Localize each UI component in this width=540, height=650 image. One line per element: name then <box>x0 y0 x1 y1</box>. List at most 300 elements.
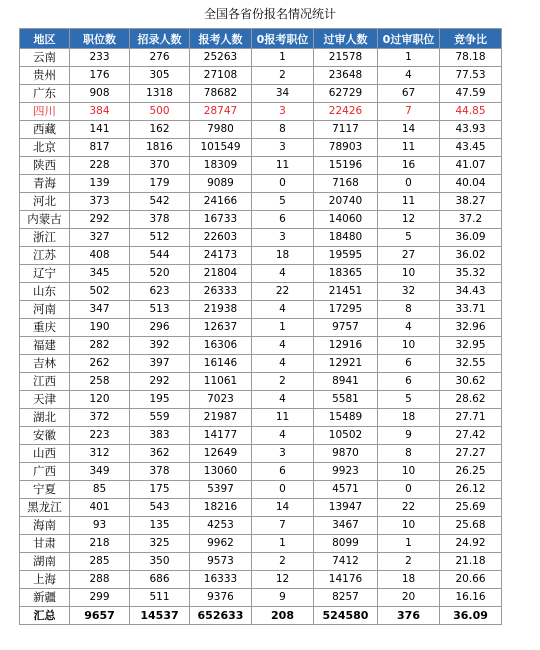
cell-competition-ratio: 44.85 <box>440 103 502 121</box>
cell-region: 山西 <box>20 445 70 463</box>
cell-region: 上海 <box>20 571 70 589</box>
cell-applicants: 14177 <box>190 427 252 445</box>
cell-zero-approved-positions: 0 <box>378 481 440 499</box>
cell-positions: 218 <box>70 535 130 553</box>
cell-zero-applicant-positions: 18 <box>252 247 314 265</box>
cell-positions: 347 <box>70 301 130 319</box>
cell-region: 四川 <box>20 103 70 121</box>
cell-zero-applicant-positions: 2 <box>252 67 314 85</box>
cell-approved: 9923 <box>314 463 378 481</box>
cell-approved: 7412 <box>314 553 378 571</box>
cell-region: 重庆 <box>20 319 70 337</box>
cell-competition-ratio: 32.96 <box>440 319 502 337</box>
cell-region: 湖南 <box>20 553 70 571</box>
cell-recruits: 305 <box>130 67 190 85</box>
cell-zero-applicant-positions: 2 <box>252 553 314 571</box>
cell-applicants: 7980 <box>190 121 252 139</box>
cell-zero-applicant-positions: 3 <box>252 229 314 247</box>
cell-positions: 139 <box>70 175 130 193</box>
cell-approved: 10502 <box>314 427 378 445</box>
cell-positions: 233 <box>70 49 130 67</box>
cell-region: 辽宁 <box>20 265 70 283</box>
cell-applicants: 27108 <box>190 67 252 85</box>
cell-region: 内蒙古 <box>20 211 70 229</box>
table-row <box>20 445 502 463</box>
cell-applicants: 21804 <box>190 265 252 283</box>
cell-zero-approved-positions: 14 <box>378 121 440 139</box>
cell-positions: 120 <box>70 391 130 409</box>
table-row <box>20 409 502 427</box>
cell-region: 宁夏 <box>20 481 70 499</box>
cell-zero-approved-positions: 1 <box>378 49 440 67</box>
cell-recruits: 179 <box>130 175 190 193</box>
cell-positions: 9657 <box>70 607 130 625</box>
table-row <box>20 157 502 175</box>
cell-positions: 176 <box>70 67 130 85</box>
table-row <box>20 319 502 337</box>
cell-zero-approved-positions: 32 <box>378 283 440 301</box>
cell-zero-applicant-positions: 5 <box>252 193 314 211</box>
cell-zero-approved-positions: 376 <box>378 607 440 625</box>
table-row <box>20 589 502 607</box>
cell-positions: 401 <box>70 499 130 517</box>
cell-zero-approved-positions: 11 <box>378 193 440 211</box>
cell-recruits: 162 <box>130 121 190 139</box>
cell-applicants: 5397 <box>190 481 252 499</box>
cell-zero-applicant-positions: 4 <box>252 391 314 409</box>
col-header-applicants: 报考人数 <box>190 29 252 49</box>
cell-competition-ratio: 36.09 <box>440 229 502 247</box>
cell-applicants: 24166 <box>190 193 252 211</box>
cell-zero-approved-positions: 67 <box>378 85 440 103</box>
cell-recruits: 350 <box>130 553 190 571</box>
cell-approved: 15489 <box>314 409 378 427</box>
cell-approved: 7117 <box>314 121 378 139</box>
cell-approved: 5581 <box>314 391 378 409</box>
cell-region: 青海 <box>20 175 70 193</box>
cell-recruits: 623 <box>130 283 190 301</box>
cell-zero-approved-positions: 9 <box>378 427 440 445</box>
cell-recruits: 1816 <box>130 139 190 157</box>
cell-recruits: 500 <box>130 103 190 121</box>
table-row <box>20 535 502 553</box>
cell-competition-ratio: 38.27 <box>440 193 502 211</box>
cell-positions: 312 <box>70 445 130 463</box>
cell-applicants: 16733 <box>190 211 252 229</box>
cell-recruits: 378 <box>130 211 190 229</box>
cell-competition-ratio: 25.68 <box>440 517 502 535</box>
cell-positions: 817 <box>70 139 130 157</box>
cell-zero-applicant-positions: 11 <box>252 157 314 175</box>
cell-region: 西藏 <box>20 121 70 139</box>
cell-zero-applicant-positions: 8 <box>252 121 314 139</box>
cell-region: 福建 <box>20 337 70 355</box>
cell-approved: 7168 <box>314 175 378 193</box>
cell-applicants: 12637 <box>190 319 252 337</box>
cell-approved: 78903 <box>314 139 378 157</box>
cell-recruits: 378 <box>130 463 190 481</box>
cell-competition-ratio: 32.95 <box>440 337 502 355</box>
cell-zero-approved-positions: 18 <box>378 571 440 589</box>
cell-region: 湖北 <box>20 409 70 427</box>
table-row <box>20 103 502 121</box>
col-header-region: 地区 <box>20 29 70 49</box>
cell-positions: 288 <box>70 571 130 589</box>
cell-zero-applicant-positions: 2 <box>252 373 314 391</box>
cell-zero-approved-positions: 10 <box>378 463 440 481</box>
cell-applicants: 25263 <box>190 49 252 67</box>
cell-approved: 12916 <box>314 337 378 355</box>
cell-recruits: 397 <box>130 355 190 373</box>
cell-zero-applicant-positions: 4 <box>252 427 314 445</box>
cell-recruits: 175 <box>130 481 190 499</box>
table-row <box>20 121 502 139</box>
cell-positions: 292 <box>70 211 130 229</box>
cell-positions: 372 <box>70 409 130 427</box>
cell-approved: 4571 <box>314 481 378 499</box>
table-row <box>20 139 502 157</box>
cell-competition-ratio: 43.93 <box>440 121 502 139</box>
cell-competition-ratio: 27.27 <box>440 445 502 463</box>
cell-competition-ratio: 33.71 <box>440 301 502 319</box>
cell-region: 新疆 <box>20 589 70 607</box>
cell-approved: 9757 <box>314 319 378 337</box>
table-row <box>20 193 502 211</box>
cell-competition-ratio: 78.18 <box>440 49 502 67</box>
cell-recruits: 544 <box>130 247 190 265</box>
cell-recruits: 513 <box>130 301 190 319</box>
cell-zero-applicant-positions: 208 <box>252 607 314 625</box>
cell-competition-ratio: 34.43 <box>440 283 502 301</box>
cell-recruits: 392 <box>130 337 190 355</box>
cell-approved: 21451 <box>314 283 378 301</box>
table-row <box>20 247 502 265</box>
cell-zero-applicant-positions: 4 <box>252 301 314 319</box>
col-header-approved: 过审人数 <box>314 29 378 49</box>
cell-zero-approved-positions: 10 <box>378 265 440 283</box>
cell-zero-applicant-positions: 0 <box>252 175 314 193</box>
cell-applicants: 9376 <box>190 589 252 607</box>
cell-zero-approved-positions: 16 <box>378 157 440 175</box>
cell-approved: 20740 <box>314 193 378 211</box>
cell-recruits: 276 <box>130 49 190 67</box>
table-row <box>20 391 502 409</box>
cell-zero-approved-positions: 1 <box>378 535 440 553</box>
cell-recruits: 325 <box>130 535 190 553</box>
cell-region: 安徽 <box>20 427 70 445</box>
cell-recruits: 296 <box>130 319 190 337</box>
cell-competition-ratio: 40.04 <box>440 175 502 193</box>
cell-competition-ratio: 37.2 <box>440 211 502 229</box>
table-row <box>20 49 502 67</box>
cell-zero-applicant-positions: 22 <box>252 283 314 301</box>
cell-zero-applicant-positions: 3 <box>252 445 314 463</box>
cell-approved: 19595 <box>314 247 378 265</box>
table-row <box>20 427 502 445</box>
cell-region: 汇总 <box>20 607 70 625</box>
cell-competition-ratio: 16.16 <box>440 589 502 607</box>
cell-region: 山东 <box>20 283 70 301</box>
cell-positions: 908 <box>70 85 130 103</box>
cell-competition-ratio: 47.59 <box>440 85 502 103</box>
table-row <box>20 373 502 391</box>
cell-zero-applicant-positions: 9 <box>252 589 314 607</box>
cell-approved: 14060 <box>314 211 378 229</box>
cell-zero-applicant-positions: 1 <box>252 319 314 337</box>
cell-applicants: 21938 <box>190 301 252 319</box>
cell-competition-ratio: 26.25 <box>440 463 502 481</box>
cell-zero-applicant-positions: 7 <box>252 517 314 535</box>
table-row <box>20 463 502 481</box>
cell-zero-approved-positions: 11 <box>378 139 440 157</box>
cell-applicants: 26333 <box>190 283 252 301</box>
col-header-competition-ratio: 竞争比 <box>440 29 502 49</box>
cell-zero-approved-positions: 10 <box>378 517 440 535</box>
cell-applicants: 21987 <box>190 409 252 427</box>
cell-positions: 384 <box>70 103 130 121</box>
cell-applicants: 22603 <box>190 229 252 247</box>
cell-applicants: 12649 <box>190 445 252 463</box>
cell-zero-applicant-positions: 4 <box>252 337 314 355</box>
table-row <box>20 517 502 535</box>
cell-positions: 327 <box>70 229 130 247</box>
cell-approved: 22426 <box>314 103 378 121</box>
table-row <box>20 175 502 193</box>
col-header-zero-applicant-positions: 0报考职位 <box>252 29 314 49</box>
cell-zero-applicant-positions: 0 <box>252 481 314 499</box>
cell-zero-approved-positions: 22 <box>378 499 440 517</box>
cell-positions: 190 <box>70 319 130 337</box>
cell-recruits: 542 <box>130 193 190 211</box>
cell-applicants: 13060 <box>190 463 252 481</box>
cell-approved: 15196 <box>314 157 378 175</box>
cell-applicants: 4253 <box>190 517 252 535</box>
cell-zero-applicant-positions: 11 <box>252 409 314 427</box>
cell-competition-ratio: 25.69 <box>440 499 502 517</box>
cell-zero-approved-positions: 6 <box>378 373 440 391</box>
table-header-row <box>20 29 502 49</box>
cell-zero-applicant-positions: 3 <box>252 139 314 157</box>
cell-positions: 85 <box>70 481 130 499</box>
cell-recruits: 686 <box>130 571 190 589</box>
cell-applicants: 78682 <box>190 85 252 103</box>
table-row <box>20 481 502 499</box>
cell-applicants: 652633 <box>190 607 252 625</box>
cell-zero-applicant-positions: 4 <box>252 355 314 373</box>
cell-region: 北京 <box>20 139 70 157</box>
cell-zero-approved-positions: 4 <box>378 319 440 337</box>
cell-approved: 62729 <box>314 85 378 103</box>
cell-applicants: 11061 <box>190 373 252 391</box>
cell-applicants: 24173 <box>190 247 252 265</box>
cell-applicants: 16306 <box>190 337 252 355</box>
cell-approved: 23648 <box>314 67 378 85</box>
cell-region: 浙江 <box>20 229 70 247</box>
cell-region: 河北 <box>20 193 70 211</box>
table-row <box>20 499 502 517</box>
cell-recruits: 292 <box>130 373 190 391</box>
cell-competition-ratio: 27.71 <box>440 409 502 427</box>
cell-approved: 12921 <box>314 355 378 373</box>
cell-zero-applicant-positions: 4 <box>252 265 314 283</box>
cell-competition-ratio: 28.62 <box>440 391 502 409</box>
cell-approved: 3467 <box>314 517 378 535</box>
cell-competition-ratio: 77.53 <box>440 67 502 85</box>
cell-positions: 408 <box>70 247 130 265</box>
cell-applicants: 16146 <box>190 355 252 373</box>
cell-zero-approved-positions: 8 <box>378 301 440 319</box>
cell-recruits: 195 <box>130 391 190 409</box>
table-row <box>20 229 502 247</box>
cell-region: 天津 <box>20 391 70 409</box>
table-row <box>20 85 502 103</box>
cell-recruits: 520 <box>130 265 190 283</box>
cell-zero-approved-positions: 27 <box>378 247 440 265</box>
cell-recruits: 14537 <box>130 607 190 625</box>
cell-zero-approved-positions: 18 <box>378 409 440 427</box>
cell-approved: 8941 <box>314 373 378 391</box>
table-row <box>20 337 502 355</box>
cell-recruits: 383 <box>130 427 190 445</box>
cell-positions: 373 <box>70 193 130 211</box>
col-header-zero-approved-positions: 0过审职位 <box>378 29 440 49</box>
cell-positions: 349 <box>70 463 130 481</box>
cell-zero-approved-positions: 5 <box>378 391 440 409</box>
cell-zero-approved-positions: 7 <box>378 103 440 121</box>
cell-zero-applicant-positions: 6 <box>252 463 314 481</box>
cell-approved: 18365 <box>314 265 378 283</box>
cell-approved: 17295 <box>314 301 378 319</box>
cell-positions: 502 <box>70 283 130 301</box>
cell-applicants: 16333 <box>190 571 252 589</box>
cell-positions: 285 <box>70 553 130 571</box>
cell-region: 云南 <box>20 49 70 67</box>
table-row <box>20 571 502 589</box>
cell-region: 黑龙江 <box>20 499 70 517</box>
cell-zero-applicant-positions: 34 <box>252 85 314 103</box>
cell-positions: 223 <box>70 427 130 445</box>
table-row <box>20 265 502 283</box>
table-row <box>20 355 502 373</box>
cell-region: 贵州 <box>20 67 70 85</box>
cell-applicants: 9962 <box>190 535 252 553</box>
cell-zero-applicant-positions: 3 <box>252 103 314 121</box>
total-row <box>20 607 502 625</box>
cell-region: 广西 <box>20 463 70 481</box>
cell-applicants: 9573 <box>190 553 252 571</box>
cell-approved: 18480 <box>314 229 378 247</box>
cell-approved: 14176 <box>314 571 378 589</box>
cell-zero-approved-positions: 6 <box>378 355 440 373</box>
cell-competition-ratio: 24.92 <box>440 535 502 553</box>
cell-applicants: 18216 <box>190 499 252 517</box>
cell-zero-approved-positions: 5 <box>378 229 440 247</box>
cell-recruits: 559 <box>130 409 190 427</box>
col-header-recruits: 招录人数 <box>130 29 190 49</box>
cell-zero-approved-positions: 8 <box>378 445 440 463</box>
cell-positions: 228 <box>70 157 130 175</box>
cell-applicants: 28747 <box>190 103 252 121</box>
cell-recruits: 362 <box>130 445 190 463</box>
cell-region: 江西 <box>20 373 70 391</box>
cell-positions: 345 <box>70 265 130 283</box>
cell-competition-ratio: 30.62 <box>440 373 502 391</box>
cell-positions: 282 <box>70 337 130 355</box>
cell-zero-applicant-positions: 6 <box>252 211 314 229</box>
cell-competition-ratio: 21.18 <box>440 553 502 571</box>
cell-approved: 13947 <box>314 499 378 517</box>
cell-approved: 9870 <box>314 445 378 463</box>
cell-zero-applicant-positions: 1 <box>252 49 314 67</box>
cell-competition-ratio: 35.32 <box>440 265 502 283</box>
col-header-positions: 职位数 <box>70 29 130 49</box>
cell-approved: 8257 <box>314 589 378 607</box>
cell-region: 吉林 <box>20 355 70 373</box>
cell-applicants: 101549 <box>190 139 252 157</box>
cell-competition-ratio: 26.12 <box>440 481 502 499</box>
cell-region: 陕西 <box>20 157 70 175</box>
cell-region: 广东 <box>20 85 70 103</box>
table-body <box>20 49 502 625</box>
cell-zero-applicant-positions: 12 <box>252 571 314 589</box>
registration-table <box>19 28 502 625</box>
cell-positions: 93 <box>70 517 130 535</box>
table-row <box>20 211 502 229</box>
cell-region: 海南 <box>20 517 70 535</box>
cell-zero-approved-positions: 2 <box>378 553 440 571</box>
table-row <box>20 553 502 571</box>
cell-competition-ratio: 20.66 <box>440 571 502 589</box>
cell-recruits: 543 <box>130 499 190 517</box>
cell-positions: 141 <box>70 121 130 139</box>
table-row <box>20 301 502 319</box>
cell-recruits: 135 <box>130 517 190 535</box>
cell-approved: 524580 <box>314 607 378 625</box>
cell-zero-approved-positions: 10 <box>378 337 440 355</box>
cell-region: 河南 <box>20 301 70 319</box>
cell-region: 甘肃 <box>20 535 70 553</box>
cell-zero-approved-positions: 12 <box>378 211 440 229</box>
cell-positions: 258 <box>70 373 130 391</box>
cell-approved: 8099 <box>314 535 378 553</box>
cell-applicants: 7023 <box>190 391 252 409</box>
cell-zero-applicant-positions: 14 <box>252 499 314 517</box>
page-title: 全国各省份报名情况统计 <box>203 7 336 21</box>
cell-recruits: 370 <box>130 157 190 175</box>
cell-zero-approved-positions: 0 <box>378 175 440 193</box>
cell-applicants: 9089 <box>190 175 252 193</box>
cell-zero-approved-positions: 20 <box>378 589 440 607</box>
cell-recruits: 511 <box>130 589 190 607</box>
cell-zero-applicant-positions: 1 <box>252 535 314 553</box>
table-row <box>20 283 502 301</box>
cell-competition-ratio: 43.45 <box>440 139 502 157</box>
table-row <box>20 67 502 85</box>
cell-competition-ratio: 36.02 <box>440 247 502 265</box>
cell-zero-approved-positions: 4 <box>378 67 440 85</box>
cell-positions: 299 <box>70 589 130 607</box>
cell-competition-ratio: 36.09 <box>440 607 502 625</box>
cell-positions: 262 <box>70 355 130 373</box>
cell-approved: 21578 <box>314 49 378 67</box>
cell-recruits: 1318 <box>130 85 190 103</box>
cell-region: 江苏 <box>20 247 70 265</box>
cell-competition-ratio: 32.55 <box>440 355 502 373</box>
cell-competition-ratio: 41.07 <box>440 157 502 175</box>
cell-recruits: 512 <box>130 229 190 247</box>
cell-competition-ratio: 27.42 <box>440 427 502 445</box>
cell-applicants: 18309 <box>190 157 252 175</box>
